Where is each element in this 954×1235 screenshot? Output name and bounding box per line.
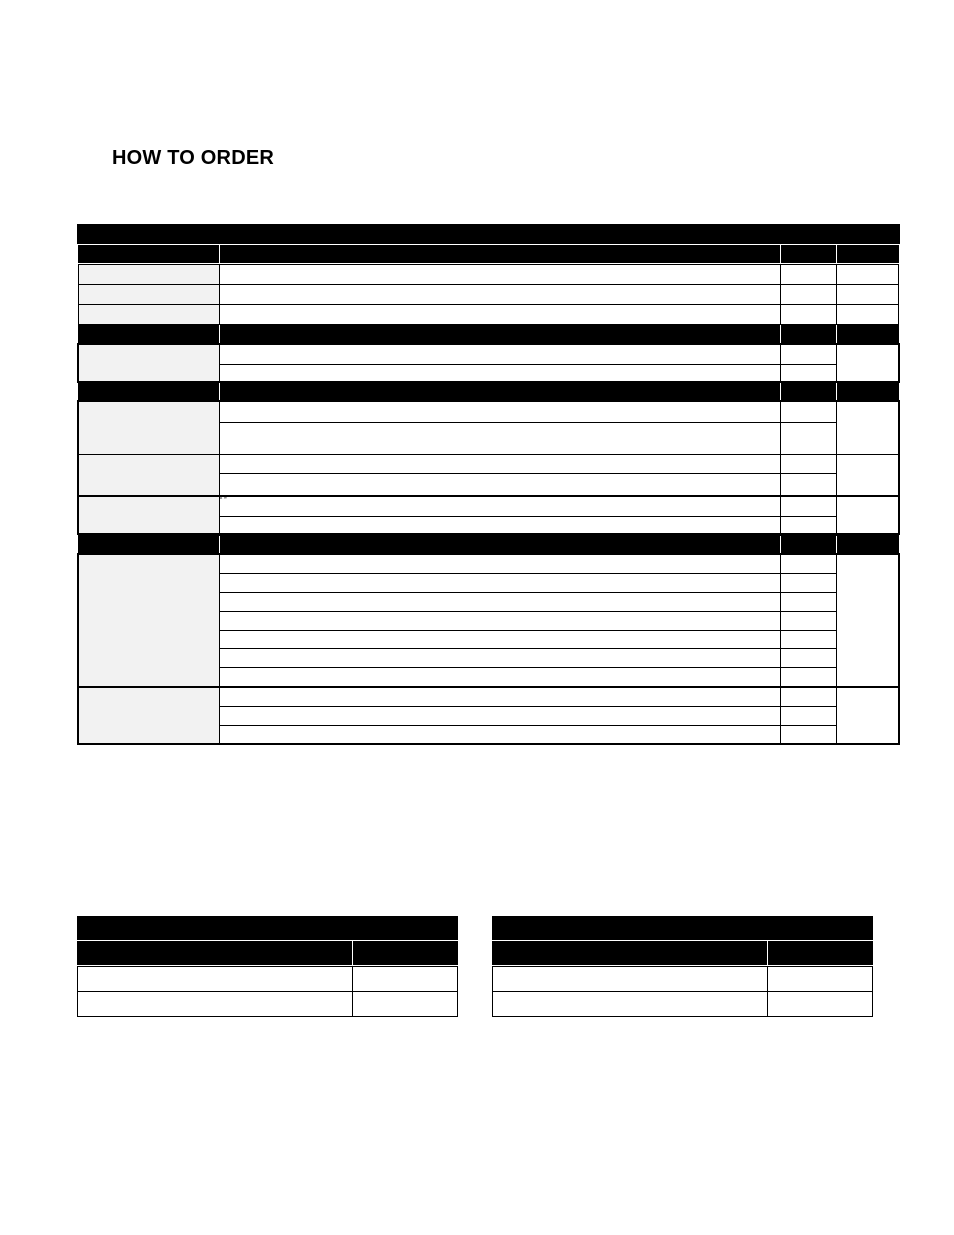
- page-title: HOW TO ORDER: [112, 147, 275, 169]
- lower-right-row-0-col-0: [492, 966, 768, 992]
- lower-right-row-1-col-0: [492, 991, 768, 1017]
- lower-right-header-col-1: [768, 941, 873, 965]
- stray-quote-marks: “ ”: [220, 497, 227, 504]
- lower-right-header-col-0: [492, 941, 767, 965]
- lower-right-row-0-col-1: [767, 966, 873, 992]
- lower-right-row-1-col-1: [767, 991, 873, 1017]
- lower-right-title-bar: [492, 916, 873, 940]
